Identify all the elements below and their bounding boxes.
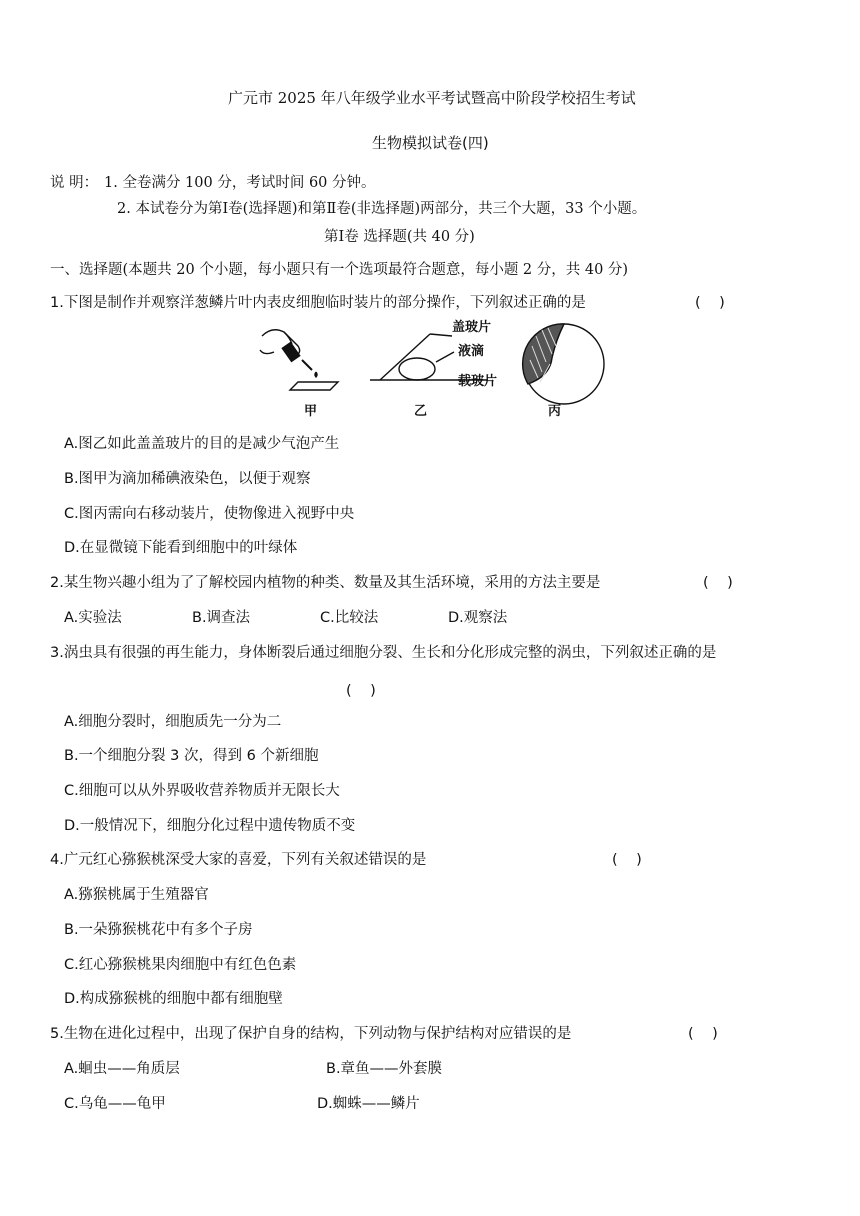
q4-option-b: B.一朵猕猴桃花中有多个子房 — [64, 922, 253, 938]
figure-jia-dropper — [260, 330, 338, 390]
q3-option-a: A.细胞分裂时，细胞质先一分为二 — [64, 714, 282, 730]
volume-title: 第Ⅰ卷 选择题(共 40 分) — [324, 229, 475, 245]
q4-option-c: C.红心猕猴桃果肉细胞中有红色色素 — [64, 957, 297, 973]
section-heading: 一、选择题(本题共 20 个小题，每小题只有一个选项最符合题意，每小题 2 分，共 40 分) — [50, 262, 629, 278]
notes-item-1: 1. 全卷满分 100 分，考试时间 60 分钟。 — [104, 175, 376, 191]
q1-figure — [250, 322, 610, 422]
q1-option-b: B.图甲为滴加稀碘液染色，以便于观察 — [64, 471, 311, 487]
q1-option-d: D.在显微镜下能看到细胞中的叶绿体 — [64, 540, 298, 556]
q1-option-a: A.图乙如此盖盖玻片的目的是减少气泡产生 — [64, 436, 340, 452]
q2-option-c: C.比较法 — [320, 610, 379, 626]
caption-bing: 丙 — [548, 404, 562, 419]
q4-option-d: D.构成猕猴桃的细胞中都有细胞壁 — [64, 991, 283, 1007]
q1-stem: 1.下图是制作并观察洋葱鳞片叶内表皮细胞临时装片的部分操作，下列叙述正确的是 — [50, 295, 586, 311]
q3-option-c: C.细胞可以从外界吸收营养物质并无限长大 — [64, 783, 340, 799]
q3-option-b: B.一个细胞分裂 3 次，得到 6 个新细胞 — [64, 748, 319, 764]
exam-title: 广元市 2025 年八年级学业水平考试暨高中阶段学校招生考试 — [228, 89, 636, 107]
q2-option-d: D.观察法 — [448, 610, 508, 626]
q5-answer-bracket: ( ) — [688, 1026, 718, 1042]
q5-option-d: D.蜘蛛——鳞片 — [317, 1096, 420, 1112]
q1-option-c: C.图丙需向右移动装片，使物像进入视野中央 — [64, 506, 355, 522]
q5-stem: 5.生物在进化过程中，出现了保护自身的结构，下列动物与保护结构对应错误的是 — [50, 1026, 572, 1042]
figure-bing-field-of-view — [523, 324, 604, 404]
q5-option-a: A.蛔虫——角质层 — [64, 1061, 180, 1077]
caption-yi: 乙 — [414, 404, 428, 419]
q5-option-b: B.章鱼——外套膜 — [326, 1061, 443, 1077]
q4-answer-bracket: ( ) — [612, 852, 642, 868]
label-liquid-drop: 液滴 — [458, 344, 485, 359]
q3-option-d: D.一般情况下，细胞分化过程中遗传物质不变 — [64, 818, 356, 834]
label-glass-slide: 载玻片 — [458, 374, 498, 389]
q3-answer-bracket: ( ) — [346, 683, 376, 699]
q4-stem: 4.广元红心猕猴桃深受大家的喜爱，下列有关叙述错误的是 — [50, 852, 427, 868]
q1-answer-bracket: ( ) — [695, 295, 725, 311]
q3-stem: 3.涡虫具有很强的再生能力，身体断裂后通过细胞分裂、生长和分化形成完整的涡虫，下列叙述正确的是 — [50, 645, 717, 661]
notes-label: 说 明： — [50, 175, 99, 191]
q2-option-a: A.实验法 — [64, 610, 122, 626]
q2-option-b: B.调查法 — [192, 610, 251, 626]
q2-stem: 2.某生物兴趣小组为了了解校园内植物的种类、数量及其生活环境，采用的方法主要是 — [50, 575, 601, 591]
q5-option-c: C.乌龟——龟甲 — [64, 1096, 166, 1112]
q2-answer-bracket: ( ) — [703, 575, 733, 591]
exam-subtitle: 生物模拟试卷(四) — [372, 134, 489, 152]
notes-item-2: 2. 本试卷分为第Ⅰ卷(选择题)和第Ⅱ卷(非选择题)两部分，共三个大题，33 个小题。 — [117, 201, 647, 217]
label-cover-glass: 盖玻片 — [452, 320, 492, 335]
q4-option-a: A.猕猴桃属于生殖器官 — [64, 887, 209, 903]
caption-jia: 甲 — [304, 404, 318, 419]
